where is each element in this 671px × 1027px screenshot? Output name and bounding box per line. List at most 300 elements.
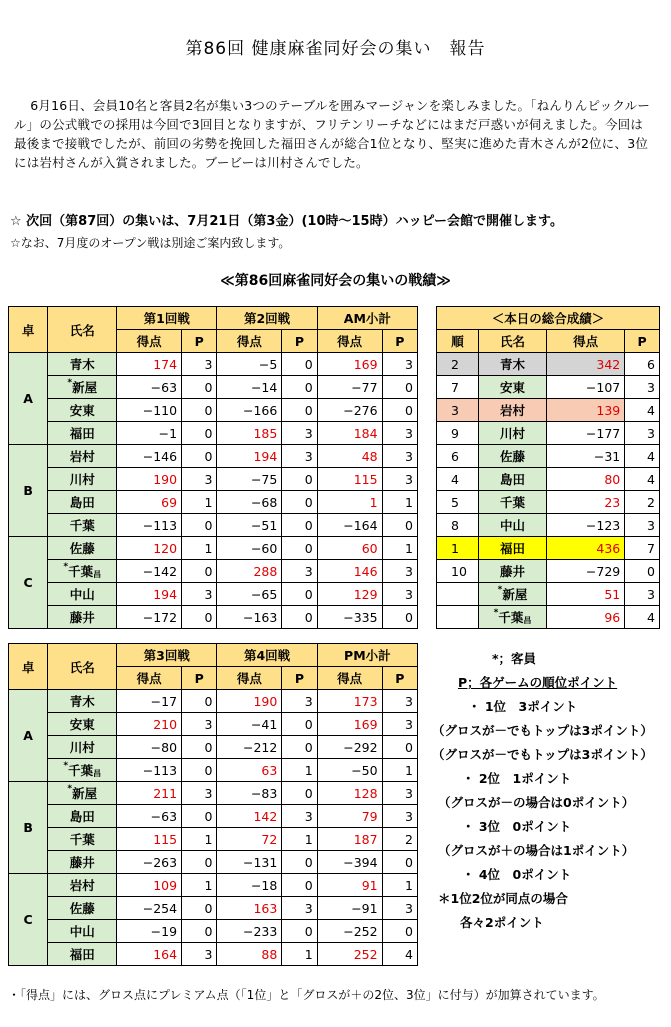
header-points: P — [382, 667, 417, 690]
overall-row — [437, 399, 660, 422]
rank-cell: 7 — [437, 376, 479, 399]
points-cell: 1 — [182, 537, 217, 560]
footnote: ・「得点」には、グロス点にプレミアム点（「1位」と「グロスが＋の2位、3位」に付与）が加算されています。 — [8, 988, 605, 1002]
points-cell: 3 — [282, 897, 317, 920]
table-label: B — [9, 445, 48, 537]
table-row — [9, 851, 418, 874]
legend-line: ・ 4位 0ポイント — [462, 867, 572, 882]
table-label: A — [9, 353, 48, 445]
table-row — [9, 920, 418, 943]
score-cell: −131 — [217, 851, 282, 874]
points-cell: 0 — [282, 491, 317, 514]
player-name: 千葉 — [69, 832, 95, 847]
score-cell: −142 — [117, 560, 182, 583]
points-cell: 1 — [182, 828, 217, 851]
score-cell: 169 — [317, 353, 382, 376]
rank-cell: 10 — [437, 560, 479, 583]
score-cell: −252 — [317, 920, 382, 943]
score-cell: 48 — [317, 445, 382, 468]
table-row — [9, 943, 418, 966]
score-cell: 142 — [217, 805, 282, 828]
player-name-cell — [48, 782, 117, 805]
score-cell: −83 — [217, 782, 282, 805]
score-cell: 174 — [117, 353, 182, 376]
points-cell: 0 — [282, 874, 317, 897]
player-name: 島田 — [69, 495, 95, 510]
player-name: 川村 — [69, 740, 95, 755]
score-cell: −164 — [317, 514, 382, 537]
points-cell: 0 — [182, 920, 217, 943]
score-cell: 115 — [117, 828, 182, 851]
score-cell: 1 — [317, 491, 382, 514]
score-cell: 211 — [117, 782, 182, 805]
legend-line: P；各ゲームの順位ポイント — [458, 675, 618, 690]
score-cell: −5 — [217, 353, 282, 376]
name-suffix: 昌 — [93, 570, 102, 579]
guest-mark: * — [63, 761, 69, 771]
score-cell: 115 — [317, 468, 382, 491]
points-cell: 0 — [182, 759, 217, 782]
overall-title: ＜本日の総合成績＞ — [437, 307, 660, 330]
score-cell: 146 — [317, 560, 382, 583]
rank-cell — [437, 583, 479, 606]
score-cell: 69 — [117, 491, 182, 514]
table-row — [9, 874, 418, 897]
legend-line: ＊1位2位が同点の場合 — [438, 891, 568, 906]
score-cell: −60 — [217, 537, 282, 560]
player-name-cell — [48, 874, 117, 897]
points-cell: 3 — [282, 690, 317, 713]
player-name-cell — [479, 537, 547, 560]
player-name-cell — [48, 690, 117, 713]
header-score: 得点 — [217, 330, 282, 353]
score-cell: 210 — [117, 713, 182, 736]
score-cell: 72 — [217, 828, 282, 851]
score-cell: 128 — [317, 782, 382, 805]
points-cell: 0 — [282, 583, 317, 606]
table-row — [9, 782, 418, 805]
points-cell: 2 — [382, 828, 417, 851]
am-results-table — [8, 306, 418, 629]
score-cell: −113 — [117, 514, 182, 537]
header-name: 氏名 — [48, 644, 117, 690]
table-row — [9, 353, 418, 376]
points-cell: 0 — [182, 805, 217, 828]
points-cell: 3 — [625, 422, 660, 445]
player-name: 福田 — [500, 541, 526, 556]
player-name-cell — [48, 736, 117, 759]
points-cell: 0 — [182, 606, 217, 629]
overall-row — [437, 537, 660, 560]
points-cell: 7 — [625, 537, 660, 560]
overall-row — [437, 514, 660, 537]
player-name-cell — [48, 583, 117, 606]
player-name: 佐藤 — [69, 901, 95, 916]
player-name: 新屋 — [502, 587, 528, 602]
points-cell: 4 — [625, 606, 660, 629]
points-cell: 4 — [625, 445, 660, 468]
player-name-cell — [48, 943, 117, 966]
points-cell: 4 — [625, 399, 660, 422]
rank-cell — [437, 606, 479, 629]
score-cell: 342 — [547, 353, 625, 376]
table-label: B — [9, 782, 48, 874]
legend-line: （グロスが－でもトップは3ポイント） — [432, 723, 653, 738]
legend-line: ・ 2位 1ポイント — [462, 771, 572, 786]
overall-row — [437, 353, 660, 376]
player-name: 藤井 — [69, 855, 95, 870]
player-name-cell — [479, 468, 547, 491]
overall-results-table — [436, 306, 660, 629]
points-cell: 0 — [282, 514, 317, 537]
points-cell: 1 — [282, 943, 317, 966]
player-name-cell — [48, 560, 117, 583]
player-name: 藤井 — [69, 610, 95, 625]
rank-cell: 1 — [437, 537, 479, 560]
score-cell: 194 — [217, 445, 282, 468]
player-name: 福田 — [69, 947, 95, 962]
overall-row — [437, 445, 660, 468]
points-cell: 0 — [282, 713, 317, 736]
header-rank: 順 — [437, 330, 479, 353]
score-cell: −172 — [117, 606, 182, 629]
score-cell: −166 — [217, 399, 282, 422]
player-name-cell — [479, 353, 547, 376]
overall-row — [437, 376, 660, 399]
points-cell: 3 — [625, 376, 660, 399]
points-cell: 3 — [382, 468, 417, 491]
player-name-cell — [479, 422, 547, 445]
score-cell: 187 — [317, 828, 382, 851]
rank-cell: 9 — [437, 422, 479, 445]
score-cell: −163 — [217, 606, 282, 629]
player-name: 安東 — [500, 380, 526, 395]
results-section-title: ≪第86回麻雀同好会の集いの戦績≫ — [220, 273, 451, 289]
header-score: 得点 — [317, 330, 382, 353]
score-cell: −123 — [547, 514, 625, 537]
score-cell: 190 — [117, 468, 182, 491]
score-cell: −263 — [117, 851, 182, 874]
points-cell: 0 — [182, 897, 217, 920]
table-row — [9, 736, 418, 759]
table-row — [9, 897, 418, 920]
next-meeting-notice: ☆ 次回（第87回）の集いは、7月21日（第3金）(10時～15時）ハッピー会館で開催します。 — [10, 214, 564, 229]
points-cell: 3 — [182, 468, 217, 491]
points-cell: 0 — [382, 736, 417, 759]
player-name: 青木 — [500, 357, 526, 372]
player-name: 青木 — [69, 357, 95, 372]
player-name: 千葉 — [69, 518, 95, 533]
scoring-legend — [432, 647, 667, 935]
points-cell: 3 — [182, 353, 217, 376]
player-name-cell — [48, 376, 117, 399]
player-name: 安東 — [69, 717, 95, 732]
player-name-cell — [479, 606, 547, 629]
points-cell: 0 — [182, 399, 217, 422]
table-row — [9, 759, 418, 782]
player-name-cell — [48, 759, 117, 782]
points-cell: 3 — [282, 445, 317, 468]
player-name-cell — [48, 514, 117, 537]
score-cell: −292 — [317, 736, 382, 759]
score-cell: −113 — [117, 759, 182, 782]
points-cell: 0 — [282, 353, 317, 376]
score-cell: −18 — [217, 874, 282, 897]
open-match-notice: ☆なお、7月度のオープン戦は別途ご案内致します。 — [10, 236, 291, 250]
table-label: A — [9, 690, 48, 782]
points-cell: 1 — [382, 537, 417, 560]
legend-line: （グロスが＋の場合は1ポイント） — [438, 843, 635, 858]
header-points: P — [182, 667, 217, 690]
points-cell: 3 — [382, 422, 417, 445]
player-name: 中山 — [500, 518, 526, 533]
header-table: 卓 — [9, 644, 48, 690]
score-cell: 164 — [117, 943, 182, 966]
table-row — [9, 422, 418, 445]
table-row — [9, 468, 418, 491]
points-cell: 0 — [282, 606, 317, 629]
player-name: 島田 — [69, 809, 95, 824]
score-cell: −80 — [117, 736, 182, 759]
table-row — [9, 713, 418, 736]
points-cell: 1 — [382, 759, 417, 782]
score-cell: −394 — [317, 851, 382, 874]
overall-row — [437, 468, 660, 491]
score-cell: −65 — [217, 583, 282, 606]
table-row — [9, 376, 418, 399]
overall-row — [437, 422, 660, 445]
player-name-cell — [479, 491, 547, 514]
points-cell: 3 — [625, 514, 660, 537]
score-cell: −177 — [547, 422, 625, 445]
score-cell: 60 — [317, 537, 382, 560]
header-score: 得点 — [217, 667, 282, 690]
score-cell: 23 — [547, 491, 625, 514]
name-suffix: 昌 — [93, 769, 102, 778]
score-cell: −63 — [117, 376, 182, 399]
points-cell: 3 — [282, 805, 317, 828]
header-points: P — [282, 667, 317, 690]
score-cell: −233 — [217, 920, 282, 943]
table-row — [9, 491, 418, 514]
overall-row — [437, 491, 660, 514]
player-name: 佐藤 — [500, 449, 526, 464]
points-cell: 3 — [382, 583, 417, 606]
player-name: 千葉 — [68, 564, 94, 579]
score-cell: −31 — [547, 445, 625, 468]
table-row — [9, 606, 418, 629]
rank-cell: 2 — [437, 353, 479, 376]
legend-line: （グロスが－でもトップは3ポイント） — [432, 747, 653, 762]
player-name-cell — [479, 560, 547, 583]
player-name: 藤井 — [500, 564, 526, 579]
player-name: 岩村 — [500, 403, 526, 418]
score-cell: −14 — [217, 376, 282, 399]
points-cell: 0 — [282, 376, 317, 399]
table-row — [9, 445, 418, 468]
points-cell: 0 — [382, 851, 417, 874]
rank-cell: 3 — [437, 399, 479, 422]
points-cell: 3 — [382, 445, 417, 468]
score-cell: −729 — [547, 560, 625, 583]
legend-line: *；客員 — [492, 651, 537, 666]
points-cell: 0 — [182, 445, 217, 468]
header-game: 第2回戦 — [217, 307, 317, 330]
header-points: P — [182, 330, 217, 353]
player-name-cell — [48, 422, 117, 445]
player-name-cell — [48, 920, 117, 943]
points-cell: 1 — [382, 491, 417, 514]
player-name-cell — [479, 399, 547, 422]
score-cell: 184 — [317, 422, 382, 445]
intro-paragraph: 6月16日、会員10名と客員2名が集い3つのテーブルを囲みマージャンを楽しみました。「ねんりんピックルール」の公式戦での採用は今回で3回目となりますが、フリテンリーチなどにはまだ戸惑いが伺えました。今回は最後まで接戦でしたが、前回の劣勢を挽回した福田さんが総合1位となり、堅実に進めた青木さんが2位に、3位には岩村さんが入賞されました。ブービーは川村さんでした。 — [14, 98, 651, 170]
score-cell: −77 — [317, 376, 382, 399]
table-row — [9, 537, 418, 560]
header-score: 得点 — [117, 667, 182, 690]
score-cell: 173 — [317, 690, 382, 713]
score-cell: −1 — [117, 422, 182, 445]
player-name: 中山 — [69, 924, 95, 939]
points-cell: 3 — [382, 897, 417, 920]
header-score: 得点 — [117, 330, 182, 353]
points-cell: 0 — [282, 399, 317, 422]
points-cell: 0 — [182, 514, 217, 537]
player-name: 川村 — [500, 426, 526, 441]
score-cell: −51 — [217, 514, 282, 537]
player-name-cell — [48, 805, 117, 828]
score-cell: −107 — [547, 376, 625, 399]
points-cell: 3 — [382, 805, 417, 828]
player-name-cell — [479, 376, 547, 399]
table-row — [9, 560, 418, 583]
table-row — [9, 828, 418, 851]
points-cell: 0 — [282, 736, 317, 759]
score-cell: 169 — [317, 713, 382, 736]
player-name: 川村 — [69, 472, 95, 487]
points-cell: 3 — [382, 690, 417, 713]
points-cell: 0 — [382, 514, 417, 537]
score-cell: 109 — [117, 874, 182, 897]
legend-line: （グロスが－の場合は0ポイント） — [438, 795, 635, 810]
points-cell: 2 — [625, 491, 660, 514]
score-cell: 190 — [217, 690, 282, 713]
player-name-cell — [479, 583, 547, 606]
score-cell: −75 — [217, 468, 282, 491]
points-cell: 1 — [382, 874, 417, 897]
player-name-cell — [479, 514, 547, 537]
table-label: C — [9, 874, 48, 966]
header-points: P — [282, 330, 317, 353]
score-cell: 79 — [317, 805, 382, 828]
header-game: 第3回戦 — [117, 644, 217, 667]
points-cell: 0 — [382, 920, 417, 943]
header-table: 卓 — [9, 307, 48, 353]
player-name-cell — [48, 399, 117, 422]
score-cell: −19 — [117, 920, 182, 943]
score-cell: −110 — [117, 399, 182, 422]
player-name: 佐藤 — [69, 541, 95, 556]
table-row — [9, 399, 418, 422]
rank-cell: 8 — [437, 514, 479, 537]
header-name: 氏名 — [48, 307, 117, 353]
player-name-cell — [479, 445, 547, 468]
points-cell: 3 — [382, 713, 417, 736]
player-name-cell — [48, 445, 117, 468]
score-cell: 63 — [217, 759, 282, 782]
points-cell: 6 — [625, 353, 660, 376]
points-cell: 1 — [182, 874, 217, 897]
player-name-cell — [48, 491, 117, 514]
overall-row — [437, 560, 660, 583]
points-cell: 3 — [182, 583, 217, 606]
player-name: 千葉 — [500, 495, 526, 510]
score-cell: −254 — [117, 897, 182, 920]
points-cell: 3 — [382, 560, 417, 583]
points-cell: 3 — [182, 713, 217, 736]
pm-results-table — [8, 643, 418, 966]
header-name: 氏名 — [479, 330, 547, 353]
page-title: 第86回 健康麻雀同好会の集い 報告 — [185, 39, 486, 59]
score-cell: −68 — [217, 491, 282, 514]
points-cell: 4 — [382, 943, 417, 966]
points-cell: 0 — [182, 376, 217, 399]
player-name-cell — [48, 353, 117, 376]
table-row — [9, 805, 418, 828]
player-name-cell — [48, 713, 117, 736]
header-score: 得点 — [547, 330, 625, 353]
player-name: 新屋 — [72, 380, 98, 395]
points-cell: 3 — [625, 583, 660, 606]
score-cell: −146 — [117, 445, 182, 468]
player-name: 中山 — [69, 587, 95, 602]
score-cell: −17 — [117, 690, 182, 713]
guest-mark: * — [497, 585, 503, 595]
score-cell: 288 — [217, 560, 282, 583]
score-cell: 88 — [217, 943, 282, 966]
header-game: PM小計 — [317, 644, 417, 667]
score-cell: 120 — [117, 537, 182, 560]
legend-line: ・ 1位 3ポイント — [468, 699, 578, 714]
player-name-cell — [48, 468, 117, 491]
score-cell: −50 — [317, 759, 382, 782]
rank-cell: 4 — [437, 468, 479, 491]
guest-mark: * — [63, 562, 69, 572]
player-name: 安東 — [69, 403, 95, 418]
table-row — [9, 690, 418, 713]
score-cell: −212 — [217, 736, 282, 759]
points-cell: 3 — [382, 353, 417, 376]
points-cell: 3 — [282, 560, 317, 583]
points-cell: 1 — [282, 828, 317, 851]
points-cell: 0 — [382, 606, 417, 629]
player-name: 青木 — [69, 694, 95, 709]
player-name-cell — [48, 606, 117, 629]
header-game: AM小計 — [317, 307, 417, 330]
guest-mark: * — [67, 784, 73, 794]
header-points: P — [382, 330, 417, 353]
player-name: 島田 — [500, 472, 526, 487]
player-name: 千葉 — [68, 763, 94, 778]
guest-mark: * — [67, 378, 73, 388]
points-cell: 3 — [182, 782, 217, 805]
table-row — [9, 583, 418, 606]
score-cell: −276 — [317, 399, 382, 422]
points-cell: 0 — [282, 537, 317, 560]
points-cell: 0 — [282, 782, 317, 805]
score-cell: −63 — [117, 805, 182, 828]
score-cell: 194 — [117, 583, 182, 606]
score-cell: 252 — [317, 943, 382, 966]
